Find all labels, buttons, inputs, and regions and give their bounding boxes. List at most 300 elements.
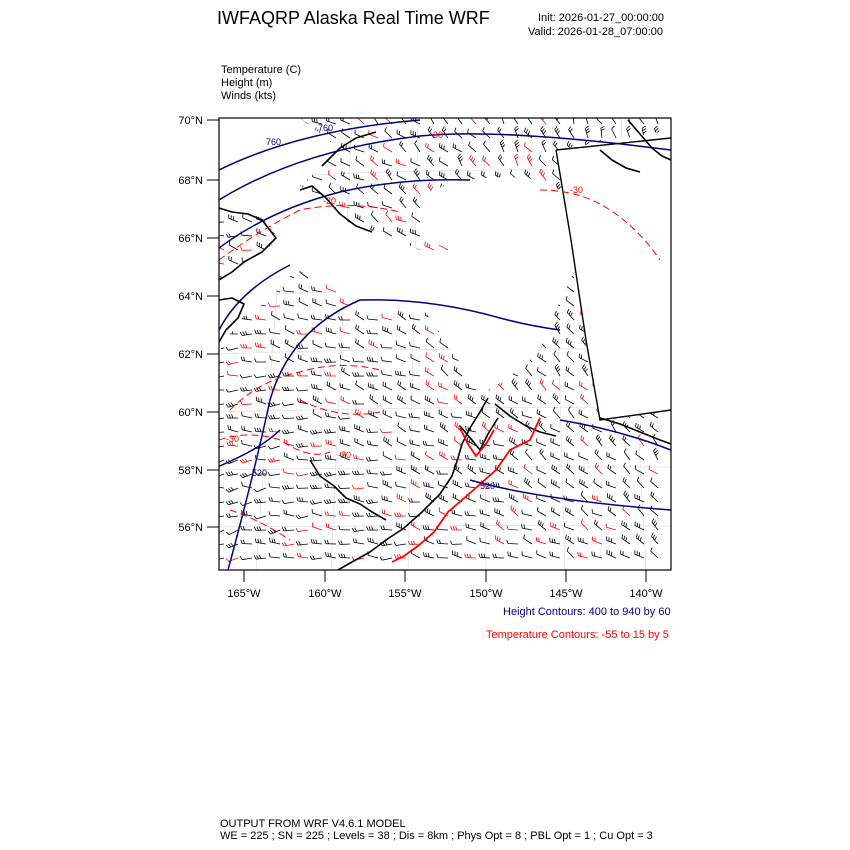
wind-barb	[509, 493, 518, 502]
wind-barb	[594, 479, 602, 488]
wind-barb	[569, 126, 574, 138]
height-label: 760	[266, 137, 282, 147]
wind-barb	[581, 519, 588, 530]
wind-barb	[635, 494, 644, 502]
wind-barb	[411, 354, 420, 362]
wind-barb	[268, 458, 280, 462]
wind-barb	[395, 455, 406, 460]
wind-barb	[326, 440, 336, 447]
wind-barb	[425, 536, 434, 544]
wind-barb	[240, 458, 252, 463]
wind-barb	[384, 184, 392, 194]
wind-barb	[568, 407, 574, 419]
wind-barb	[496, 394, 504, 404]
wind-barb	[226, 471, 238, 475]
wind-barb	[465, 483, 476, 489]
height-label: 520	[480, 481, 496, 491]
wind-barb	[467, 536, 476, 544]
wind-barb	[240, 331, 252, 335]
wind-barb	[450, 541, 462, 545]
wind-barb	[397, 172, 406, 181]
temperature-contour-bold	[392, 418, 540, 562]
wind-barb	[515, 140, 520, 152]
wind-barb	[565, 382, 574, 390]
wind-barb	[325, 343, 336, 348]
wind-barb	[397, 130, 406, 138]
wind-barb	[566, 422, 574, 432]
wind-barb	[637, 477, 644, 488]
wind-barb	[566, 338, 574, 348]
wind-barb	[324, 472, 336, 476]
wind-barb	[451, 413, 462, 418]
wind-barb	[255, 358, 266, 362]
wind-barb	[354, 495, 364, 502]
lon-label: 160°W	[308, 588, 342, 600]
wind-barb	[212, 429, 224, 433]
wind-barb	[341, 116, 350, 124]
wind-barb	[426, 170, 434, 180]
wind-barb	[440, 451, 449, 460]
wind-barb	[212, 530, 224, 535]
wind-barb	[425, 395, 434, 404]
wind-barb	[567, 309, 574, 320]
wind-barb	[296, 443, 308, 447]
wind-barb	[552, 465, 560, 474]
wind-barb	[268, 446, 280, 449]
wind-barb	[507, 540, 518, 544]
wind-barb	[409, 413, 420, 418]
wind-barb	[325, 372, 336, 376]
wind-barb	[399, 183, 406, 194]
wind-barb	[382, 159, 392, 166]
temperature-contours-legend: Temperature Contours: -55 to 15 by 5	[486, 629, 669, 641]
wind-barb	[268, 415, 280, 419]
wind-barb	[537, 367, 546, 376]
wind-barb	[212, 541, 224, 545]
lat-label: 62°N	[178, 349, 203, 361]
height-label: 760	[318, 123, 334, 133]
wind-barb	[367, 440, 378, 446]
wind-barb	[500, 140, 505, 152]
wind-barb	[297, 330, 309, 334]
wind-barb	[341, 396, 350, 404]
wind-barb	[382, 509, 392, 516]
wind-barb	[313, 340, 322, 348]
wind-barb	[269, 329, 280, 335]
wind-barb	[651, 533, 658, 544]
wind-barb	[326, 412, 337, 418]
wind-barb	[371, 156, 379, 166]
wind-barb	[254, 488, 266, 492]
wind-barb	[439, 382, 448, 390]
temperature-label: -20	[323, 196, 337, 206]
wind-barb	[567, 351, 574, 362]
wind-barb	[339, 343, 350, 348]
wind-barb	[368, 383, 378, 390]
wind-barb	[410, 342, 420, 348]
wind-barb	[326, 327, 336, 334]
wind-barb	[425, 367, 434, 376]
wind-barb	[356, 311, 364, 320]
wind-barb	[380, 429, 392, 433]
wind-barb	[482, 408, 490, 418]
wind-barb	[498, 127, 504, 138]
wind-barb	[353, 539, 364, 545]
wind-barb	[425, 465, 434, 474]
wind-barb	[386, 211, 392, 222]
wind-barb	[312, 384, 322, 390]
wind-barb	[468, 394, 476, 404]
wind-barb	[311, 315, 322, 320]
temperature-label: -20	[338, 450, 352, 460]
wind-barb	[356, 156, 364, 166]
wind-barb	[396, 482, 406, 488]
wind-barb	[326, 398, 336, 404]
wind-barb	[340, 383, 350, 390]
wind-barb	[540, 169, 546, 180]
wind-barb	[338, 471, 350, 475]
wind-barb	[398, 422, 406, 432]
wind-barb	[594, 520, 602, 530]
wind-barb	[212, 556, 224, 560]
wind-barb	[635, 465, 644, 474]
wind-barb	[413, 197, 420, 208]
wind-barb	[296, 473, 308, 476]
wind-barb	[582, 364, 588, 376]
wind-barb	[553, 393, 560, 404]
wind-barb	[555, 126, 560, 138]
wind-barb	[515, 126, 519, 138]
wind-barb	[282, 430, 294, 434]
wind-barb	[212, 360, 224, 364]
wind-barb	[466, 523, 476, 530]
wind-barb	[226, 543, 238, 548]
wind-barb	[538, 478, 546, 488]
wind-barb	[636, 534, 644, 544]
wind-barb	[622, 534, 630, 544]
wind-barb	[338, 485, 350, 489]
wind-barb	[425, 425, 435, 432]
wind-barb	[579, 381, 588, 390]
wind-barb	[440, 422, 448, 432]
wind-barb	[509, 480, 518, 488]
wind-barb	[353, 400, 364, 404]
wind-barb	[382, 314, 392, 321]
wind-barb	[553, 407, 560, 418]
wind-barb	[283, 553, 294, 558]
wind-barb	[240, 375, 252, 378]
wind-barb	[550, 538, 560, 544]
wind-barb	[383, 326, 392, 334]
wind-barb	[453, 480, 462, 488]
lon-label: 140°W	[629, 588, 663, 600]
wind-barb	[226, 347, 238, 350]
wind-barb	[226, 558, 238, 561]
wind-barb	[551, 438, 560, 446]
wind-barb	[578, 537, 588, 544]
valid-time: Valid: 2026-01-28_07:00:00	[528, 26, 663, 38]
wind-barb	[342, 367, 351, 376]
wind-barb	[551, 479, 560, 488]
wind-barb	[537, 438, 546, 446]
wind-barb	[581, 505, 588, 516]
lat-label: 60°N	[178, 407, 203, 419]
wind-barb	[241, 344, 252, 348]
wind-barb	[226, 514, 238, 518]
wind-barb	[227, 414, 239, 418]
wind-barb	[254, 374, 266, 377]
wind-barb	[340, 355, 350, 362]
wind-barb	[522, 411, 532, 418]
wind-barb	[367, 357, 378, 362]
wind-barb	[282, 542, 294, 546]
wind-barb	[437, 554, 448, 558]
wind-barb	[411, 479, 420, 488]
wind-barb	[240, 473, 252, 478]
wind-barb	[229, 214, 238, 222]
wind-barb	[481, 522, 490, 530]
wind-barb	[269, 511, 280, 516]
wind-barb	[285, 453, 295, 461]
wind-barb	[467, 171, 476, 180]
wind-barb	[581, 491, 588, 502]
wind-barb	[282, 402, 294, 405]
wind-barb	[465, 511, 476, 516]
wind-barb	[438, 398, 449, 404]
wind-barb	[409, 371, 420, 376]
wind-barb	[383, 382, 392, 390]
wind-barb	[635, 550, 644, 558]
wind-barb	[596, 435, 602, 446]
lon-label: 155°W	[388, 588, 422, 600]
wind-barb	[284, 510, 294, 516]
temperature-label: -30	[226, 434, 240, 444]
wind-barb	[357, 113, 364, 124]
wind-barb	[425, 508, 434, 517]
wind-barb	[285, 339, 294, 348]
wind-barb	[607, 481, 617, 488]
wind-barb	[397, 437, 406, 446]
wind-barb	[398, 381, 406, 391]
wind-barb	[595, 463, 602, 474]
wind-barb	[550, 552, 560, 558]
wind-barb	[466, 411, 476, 418]
wind-barb	[395, 371, 406, 376]
wind-barb	[369, 144, 378, 152]
wind-barb	[423, 552, 434, 558]
wind-barb	[299, 298, 308, 307]
wind-barb	[409, 498, 421, 502]
wind-barb	[212, 514, 224, 517]
wind-barb	[525, 449, 532, 460]
field-winds: Winds (kts)	[221, 90, 276, 102]
wind-barb	[313, 409, 322, 418]
height-contours-legend: Height Contours: 400 to 940 by 60	[503, 606, 671, 618]
wind-barb	[424, 482, 434, 488]
wind-barb	[566, 296, 574, 306]
wind-barb	[381, 357, 392, 362]
wind-barb	[255, 413, 266, 418]
wind-barb	[555, 322, 560, 334]
wind-barb	[469, 142, 476, 152]
wind-barb	[553, 338, 560, 349]
wind-barb	[382, 370, 393, 376]
wind-barb	[296, 387, 308, 391]
wind-barb	[228, 425, 238, 432]
wind-barb	[523, 493, 532, 502]
wind-barb	[454, 394, 462, 404]
wind-barb	[523, 397, 533, 405]
wind-barb	[439, 157, 448, 166]
wind-barb	[426, 143, 435, 152]
wind-barb	[451, 456, 462, 461]
wind-barb	[397, 227, 406, 236]
wind-barb	[592, 509, 602, 516]
wind-barb	[326, 552, 337, 558]
wind-barb	[229, 256, 238, 264]
wind-barb	[255, 330, 266, 334]
wind-barb	[366, 499, 378, 503]
wind-barb	[581, 394, 589, 404]
wind-barb	[400, 141, 407, 152]
wind-barb	[356, 325, 364, 334]
wind-barb	[297, 456, 308, 461]
wind-barb	[384, 143, 393, 152]
wind-barb	[384, 437, 392, 446]
wind-barb	[268, 472, 280, 475]
wind-barb	[579, 354, 588, 363]
wind-barb	[242, 426, 252, 432]
footer-config: WE = 225 ; SN = 225 ; Levels = 38 ; Dis = 8km ; Phys Opt = 8 ; PBL Opt = 1 ; Cu Opt = 3	[220, 830, 653, 842]
wind-barb	[651, 506, 659, 516]
wind-barb	[242, 440, 253, 446]
wind-barb	[515, 154, 519, 166]
wind-barb	[257, 228, 266, 236]
wind-barb	[310, 500, 322, 504]
wind-barb	[509, 424, 518, 432]
wind-barb	[453, 551, 462, 559]
wind-barb	[397, 325, 406, 334]
wind-barb	[493, 554, 504, 558]
lat-label: 66°N	[178, 233, 203, 245]
wind-barb	[240, 247, 252, 251]
wind-barb	[296, 528, 308, 531]
wind-barb	[522, 524, 533, 530]
wind-barb	[296, 485, 308, 489]
wind-barb	[538, 395, 546, 405]
wind-barb	[354, 201, 364, 208]
wind-barb	[269, 483, 280, 488]
wind-barb	[212, 374, 224, 378]
wind-barb	[537, 550, 546, 558]
wind-barb	[455, 128, 462, 138]
wind-barb	[355, 213, 364, 222]
wind-barb	[356, 339, 365, 348]
wind-barb	[651, 478, 658, 488]
wind-barb	[608, 506, 616, 516]
wind-barb	[285, 325, 294, 334]
wind-barb	[507, 526, 518, 531]
wind-barb	[566, 478, 574, 488]
wind-barb	[340, 327, 350, 334]
wind-barb	[340, 439, 350, 446]
lon-label: 165°W	[227, 588, 261, 600]
wind-barb	[595, 449, 602, 460]
wind-barb	[425, 325, 434, 334]
wind-barb	[352, 486, 364, 490]
wind-barb	[522, 510, 532, 516]
wind-barb	[512, 379, 518, 390]
wind-barb	[297, 553, 308, 558]
wind-barb	[284, 314, 294, 321]
wind-barb	[227, 371, 238, 376]
wind-barb	[607, 452, 616, 460]
wind-barb	[551, 507, 560, 516]
wind-barb	[311, 539, 322, 544]
wind-barb	[367, 330, 378, 334]
wind-barb	[255, 343, 266, 348]
wind-barb	[382, 201, 392, 208]
wind-barb	[385, 127, 392, 138]
wind-barb	[240, 556, 252, 559]
wind-barb	[269, 497, 280, 502]
wind-barb	[638, 505, 644, 516]
wind-barb	[439, 410, 448, 418]
wind-barb	[612, 126, 616, 138]
wind-barb	[537, 507, 546, 516]
wind-barb	[310, 457, 322, 461]
wind-barb	[352, 513, 364, 517]
wind-barb	[578, 552, 588, 558]
landmass	[219, 118, 671, 420]
wind-barb	[368, 482, 379, 488]
wind-barb	[394, 513, 406, 517]
wind-barb	[368, 538, 378, 545]
wind-barb	[380, 557, 392, 560]
wind-barb	[226, 487, 238, 492]
wind-barb	[442, 127, 448, 138]
lon-ticks	[244, 570, 646, 582]
wind-barb	[329, 183, 336, 194]
wind-barb	[624, 463, 630, 474]
wind-barb	[441, 365, 448, 376]
wind-barb	[268, 303, 280, 307]
wind-barb	[453, 143, 462, 152]
wind-barb	[650, 422, 658, 432]
lat-label: 58°N	[178, 465, 203, 477]
wind-barb	[396, 412, 406, 418]
wind-barb	[212, 219, 224, 223]
wind-barb	[341, 171, 350, 180]
wind-barb	[593, 495, 603, 502]
wind-barb	[226, 500, 238, 505]
wind-barb	[622, 521, 630, 530]
wind-barb	[352, 528, 364, 532]
wind-barb	[551, 522, 560, 530]
wind-barb	[498, 155, 504, 167]
wind-barb	[426, 380, 434, 390]
wind-barb	[310, 556, 322, 560]
wind-barb	[270, 538, 281, 544]
wind-barb	[470, 155, 477, 166]
wind-barb	[254, 499, 266, 503]
wind-barb	[566, 366, 574, 376]
wind-barb	[383, 480, 392, 488]
lon-label: 145°W	[549, 588, 583, 600]
wind-barb	[396, 341, 406, 348]
wind-barb	[282, 387, 294, 391]
wind-barb	[283, 469, 294, 474]
